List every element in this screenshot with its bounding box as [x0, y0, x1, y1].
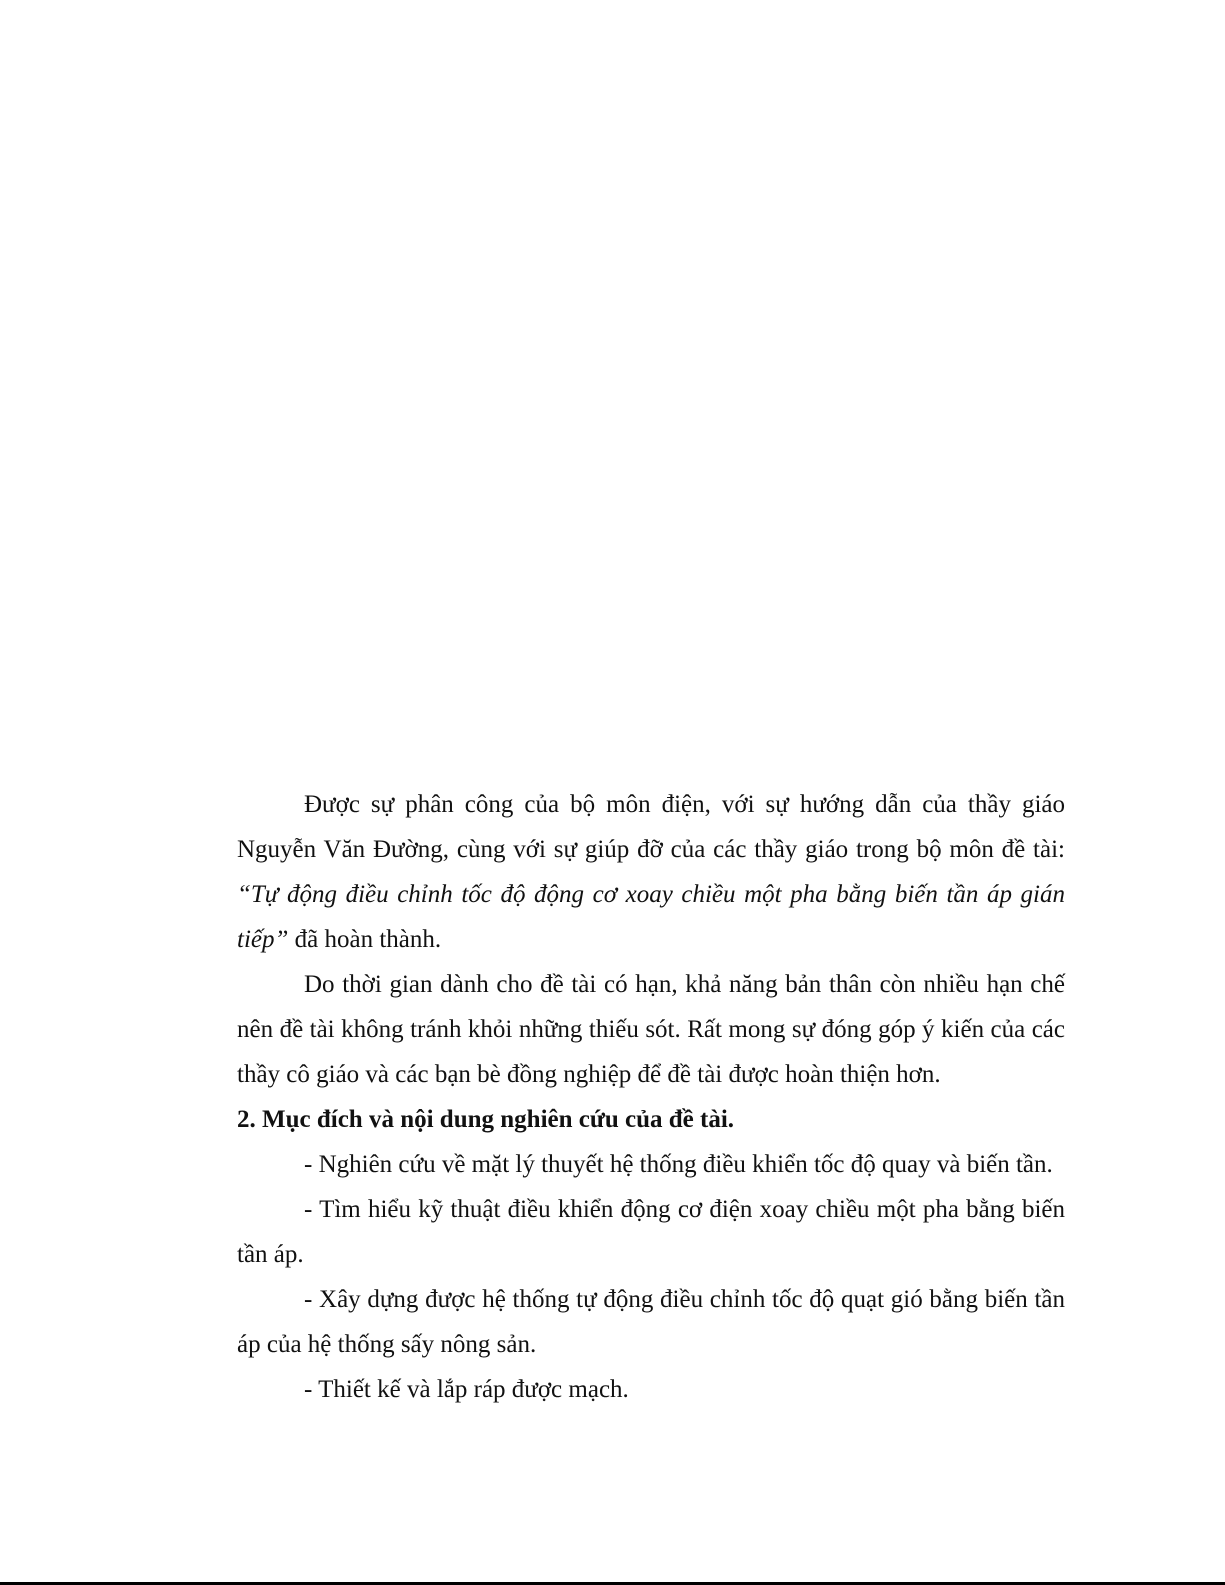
section-heading: 2. Mục đích và nội dung nghiên cứu của đề tài. — [237, 1106, 735, 1133]
paragraph-acknowledgement — [237, 782, 1065, 962]
paragraph-text: Được sự phân công của bộ môn điện, với sự hướng dẫn của thầy giáo Nguyễn Văn Đường, cùng với sự giúp đỡ của các thầy giáo trong bộ môn đề tài: — [237, 791, 1065, 863]
list-item: - Thiết kế và lắp ráp được mạch. — [304, 1376, 629, 1403]
list-item: - Tìm hiểu kỹ thuật điều khiển động cơ điện xoay chiều một pha bằng biến tần áp. — [237, 1196, 1065, 1268]
paragraph-text: đã hoàn thành. — [288, 926, 442, 953]
thesis-title: “Tự động điều chỉnh tốc độ động cơ xoay chiều một pha bằng biến tần áp gián tiếp” — [237, 881, 1065, 953]
paragraph-limitations: Do thời gian dành cho đề tài có hạn, khả năng bản thân còn nhiều hạn chế nên đề tài không tránh khỏi những thiếu sót. Rất mong sự đóng góp ý kiến của các thầy cô giáo và các bạn bè đồng nghiệp để đề tài được hoàn thiện hơn. — [237, 971, 1065, 1088]
document-body — [237, 782, 1065, 1412]
list-item: - Nghiên cứu về mặt lý thuyết hệ thống điều khiển tốc độ quay và biến tần. — [304, 1151, 1053, 1178]
list-item: - Xây dựng được hệ thống tự động điều chỉnh tốc độ quạt gió bằng biến tần áp của hệ thống sấy nông sản. — [237, 1286, 1065, 1358]
